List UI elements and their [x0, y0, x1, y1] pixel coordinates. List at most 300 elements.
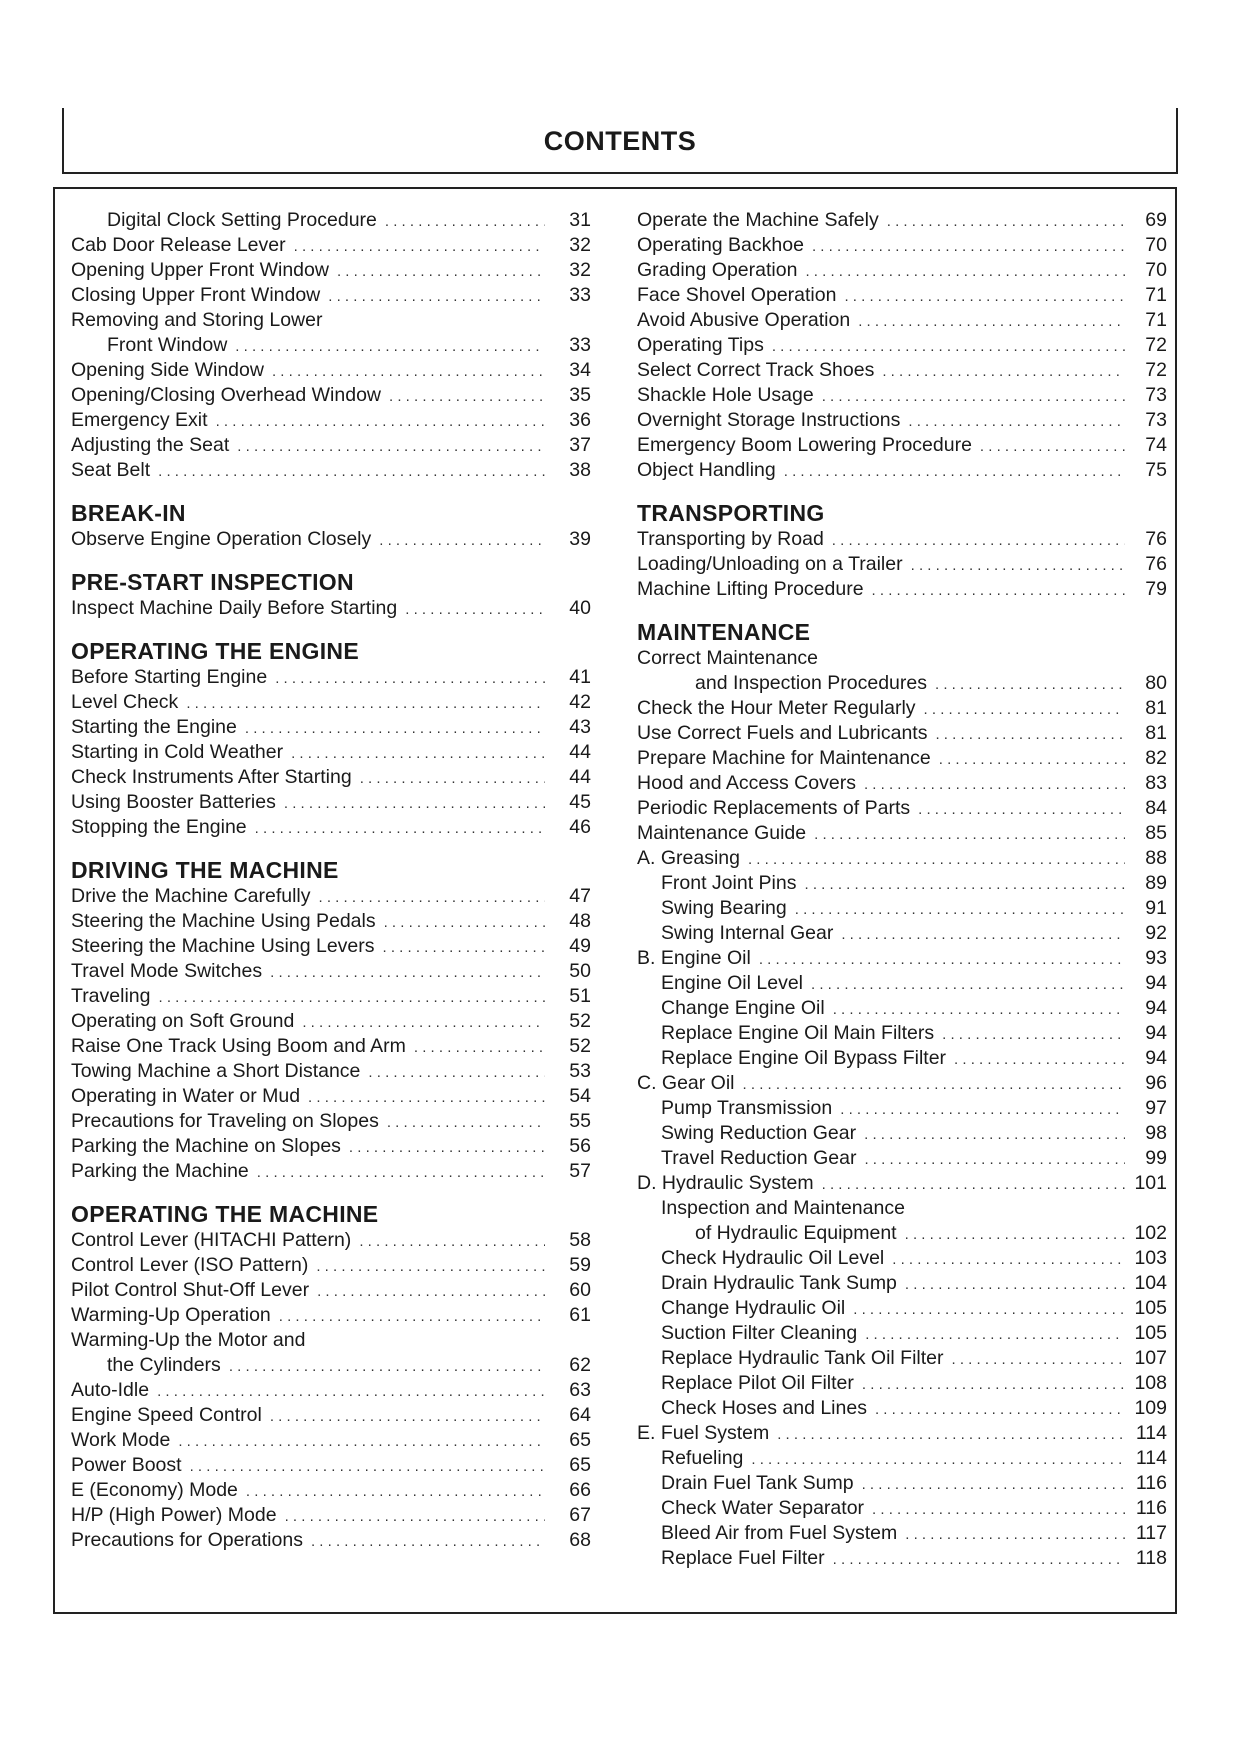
- toc-entry: [637, 1346, 1167, 1371]
- dot-leader: [748, 847, 1125, 872]
- dot-leader: [368, 1060, 545, 1085]
- dot-leader: [379, 528, 545, 553]
- toc-entry-page: 105: [1134, 1322, 1167, 1344]
- dot-leader: [284, 791, 545, 816]
- toc-entry-page: 109: [1134, 1397, 1167, 1419]
- dot-leader: [864, 772, 1125, 797]
- toc-list: [71, 596, 591, 621]
- toc-entry: [637, 746, 1167, 771]
- dot-leader: [935, 672, 1125, 697]
- toc-entry-title: Pilot Control Shut-Off Lever: [71, 1279, 310, 1301]
- toc-entry-page: 65: [569, 1454, 591, 1476]
- toc-entry: [637, 921, 1167, 946]
- toc-entry: [637, 821, 1167, 846]
- toc-entry-title: E. Fuel System: [637, 1422, 770, 1444]
- toc-entry: [637, 1421, 1167, 1446]
- dot-leader: [383, 935, 546, 960]
- dot-leader: [814, 822, 1125, 847]
- toc-entry-title: Avoid Abusive Operation: [637, 309, 851, 331]
- toc-entry: [637, 408, 1167, 433]
- dot-leader: [272, 359, 545, 384]
- toc-entry: [71, 233, 591, 258]
- dot-leader: [804, 872, 1125, 897]
- toc-entry-page: 91: [1145, 897, 1167, 919]
- toc-entry-title: Replace Engine Oil Bypass Filter: [661, 1047, 947, 1069]
- toc-entry: [71, 1528, 591, 1553]
- toc-entry-title: Change Hydraulic Oil: [661, 1297, 846, 1319]
- toc-entry-title: Inspection and Maintenance: [661, 1197, 905, 1219]
- toc-entry: [71, 527, 591, 552]
- toc-entry: [71, 358, 591, 383]
- toc-entry-page: 104: [1134, 1272, 1167, 1294]
- dot-leader: [908, 409, 1125, 434]
- toc-entry-title: Replace Pilot Oil Filter: [661, 1372, 854, 1394]
- toc-entry-page: 114: [1135, 1422, 1167, 1444]
- toc-entry-title: Travel Reduction Gear: [661, 1147, 857, 1169]
- toc-entry-title: Object Handling: [637, 459, 776, 481]
- toc-entry-title: Precautions for Traveling on Slopes: [71, 1110, 379, 1132]
- toc-entry-title: the Cylinders: [107, 1354, 221, 1376]
- dot-leader: [924, 697, 1125, 722]
- dot-leader: [864, 1147, 1125, 1172]
- dot-leader: [294, 234, 545, 259]
- toc-entry: [71, 333, 591, 358]
- toc-entry-page: 51: [569, 985, 591, 1007]
- toc-entry: [637, 1296, 1167, 1321]
- toc-list: [637, 646, 1167, 1571]
- dot-leader: [270, 960, 545, 985]
- dot-leader: [935, 722, 1125, 747]
- toc-entry: [71, 815, 591, 840]
- toc-entry-page: 81: [1145, 722, 1167, 744]
- dot-leader: [942, 1022, 1125, 1047]
- toc-entry: [637, 1271, 1167, 1296]
- dot-leader: [862, 1372, 1125, 1397]
- toc-section-operating: [71, 1200, 591, 1553]
- toc-entry: [637, 996, 1167, 1021]
- toc-entry: [71, 1059, 591, 1084]
- dot-leader: [772, 334, 1125, 359]
- dot-leader: [246, 1479, 545, 1504]
- toc-entry-title: Operate the Machine Safely: [637, 209, 879, 231]
- toc-entry-title: Adjusting the Seat: [71, 434, 230, 456]
- toc-entry-title: Check Instruments After Starting: [71, 766, 352, 788]
- toc-entry-page: 103: [1134, 1247, 1167, 1269]
- toc-entry-page: 73: [1145, 384, 1167, 406]
- dot-leader: [822, 1172, 1125, 1197]
- dot-leader: [319, 885, 545, 910]
- contents-header: [62, 108, 1178, 174]
- toc-entry-page: 47: [569, 885, 591, 907]
- toc-entry-title: Raise One Track Using Boom and Arm: [71, 1035, 406, 1057]
- toc-entry: [637, 896, 1167, 921]
- toc-entry-page: 83: [1145, 772, 1167, 794]
- toc-entry: [71, 408, 591, 433]
- toc-entry: [71, 984, 591, 1009]
- toc-entry-page: 85: [1145, 822, 1167, 844]
- toc-entry-page: 53: [569, 1060, 591, 1082]
- dot-leader: [918, 797, 1125, 822]
- toc-entry-title: Warming-Up the Motor and: [71, 1329, 306, 1351]
- toc-entry-title: Warming-Up Operation: [71, 1304, 271, 1326]
- toc-entry: [637, 258, 1167, 283]
- toc-section-engine: [71, 637, 591, 840]
- toc-entry-title: Replace Engine Oil Main Filters: [661, 1022, 935, 1044]
- toc-entry: [71, 1503, 591, 1528]
- toc-entry-page: 117: [1135, 1522, 1167, 1544]
- dot-leader: [316, 1254, 545, 1279]
- toc-entry: [637, 1471, 1167, 1496]
- dot-leader: [387, 1110, 545, 1135]
- dot-leader: [905, 1272, 1125, 1297]
- toc-entry-page: 55: [569, 1110, 591, 1132]
- toc-entry-title: Before Starting Engine: [71, 666, 268, 688]
- dot-leader: [822, 384, 1125, 409]
- toc-entry: [637, 1396, 1167, 1421]
- dot-leader: [157, 1379, 545, 1404]
- toc-entry-title: Overnight Storage Instructions: [637, 409, 901, 431]
- toc-entry: [637, 1046, 1167, 1071]
- toc-entry: [637, 577, 1167, 602]
- dot-leader: [939, 747, 1125, 772]
- toc-entry: [71, 1278, 591, 1303]
- dot-leader: [308, 1085, 545, 1110]
- dot-leader: [980, 434, 1125, 459]
- toc-entry-page: 39: [569, 528, 591, 550]
- toc-section-transporting: [637, 499, 1167, 602]
- toc-entry-title: Check the Hour Meter Regularly: [637, 697, 916, 719]
- toc-entry: [637, 1146, 1167, 1171]
- toc-entry: [637, 946, 1167, 971]
- toc-entry-page: 118: [1135, 1547, 1167, 1569]
- toc-entry: [637, 283, 1167, 308]
- toc-entry: [71, 1034, 591, 1059]
- section-heading: DRIVING THE MACHINE: [71, 857, 339, 883]
- toc-entry: [71, 934, 591, 959]
- toc-entry-title: Opening/Closing Overhead Window: [71, 384, 382, 406]
- toc-entry: [71, 258, 591, 283]
- toc-entry: [637, 1546, 1167, 1571]
- toc-entry-title: Opening Side Window: [71, 359, 264, 381]
- toc-entry: [637, 552, 1167, 577]
- toc-entry: [637, 1096, 1167, 1121]
- toc-entry-page: 76: [1145, 553, 1167, 575]
- toc-entry-title: Suction Filter Cleaning: [661, 1322, 858, 1344]
- toc-entry-page: 64: [569, 1404, 591, 1426]
- toc-entry-page: 41: [569, 666, 591, 688]
- toc-entry-title: B. Engine Oil: [637, 947, 751, 969]
- dot-leader: [777, 1422, 1125, 1447]
- section-heading: MAINTENANCE: [637, 619, 811, 645]
- dot-leader: [784, 459, 1125, 484]
- dot-leader: [840, 1097, 1125, 1122]
- dot-leader: [841, 922, 1125, 947]
- toc-entry-title: Digital Clock Setting Procedure: [107, 209, 377, 231]
- toc-entry: [71, 308, 591, 333]
- dot-leader: [833, 997, 1125, 1022]
- toc-entry-title: Operating in Water or Mud: [71, 1085, 301, 1107]
- dot-leader: [405, 597, 545, 622]
- toc-entry-page: 63: [569, 1379, 591, 1401]
- toc-entry: [637, 1496, 1167, 1521]
- toc-entry: [71, 1478, 591, 1503]
- toc-entry-title: D. Hydraulic System: [637, 1172, 814, 1194]
- toc-entry-page: 94: [1145, 1047, 1167, 1069]
- dot-leader: [875, 1397, 1125, 1422]
- toc-entry: [637, 1371, 1167, 1396]
- toc-entry-title: Operating on Soft Ground: [71, 1010, 295, 1032]
- toc-entry-page: 44: [569, 766, 591, 788]
- dot-leader: [795, 897, 1125, 922]
- toc-entry-title: Towing Machine a Short Distance: [71, 1060, 361, 1082]
- toc-entry-title: Starting in Cold Weather: [71, 741, 284, 763]
- dot-leader: [862, 1472, 1125, 1497]
- toc-entry: [71, 765, 591, 790]
- toc-entry-page: 60: [569, 1279, 591, 1301]
- toc-entry-page: 75: [1145, 459, 1167, 481]
- toc-entry-title: Maintenance Guide: [637, 822, 807, 844]
- toc-entry-page: 68: [569, 1529, 591, 1551]
- dot-leader: [186, 691, 545, 716]
- toc-entry-title: Traveling: [71, 985, 151, 1007]
- dot-leader: [337, 259, 545, 284]
- toc-entry: [71, 1353, 591, 1378]
- dot-leader: [833, 1547, 1125, 1572]
- toc-entry: [637, 1171, 1167, 1196]
- toc-entry: [71, 1303, 591, 1328]
- toc-section-pre-start: [71, 568, 591, 621]
- toc-entry: [637, 1521, 1167, 1546]
- toc-entry-title: Change Engine Oil: [661, 997, 825, 1019]
- toc-entry-title: Parking the Machine on Slopes: [71, 1135, 341, 1157]
- toc-entry: [71, 596, 591, 621]
- dot-leader: [158, 459, 545, 484]
- toc-entry-title: Use Correct Fuels and Lubricants: [637, 722, 928, 744]
- toc-entry-title: Cab Door Release Lever: [71, 234, 286, 256]
- toc-entry-page: 40: [569, 597, 591, 619]
- toc-entry-page: 82: [1145, 747, 1167, 769]
- toc-list: [71, 884, 591, 1184]
- dot-leader: [853, 1297, 1125, 1322]
- toc-entry-title: E (Economy) Mode: [71, 1479, 238, 1501]
- toc-entry-title: Replace Fuel Filter: [661, 1547, 825, 1569]
- toc-entry-title: Check Hydraulic Oil Level: [661, 1247, 885, 1269]
- toc-entry-page: 79: [1145, 578, 1167, 600]
- toc-entry: [637, 1071, 1167, 1096]
- toc-entry-page: 96: [1145, 1072, 1167, 1094]
- toc-entry: [637, 1246, 1167, 1271]
- toc-entry: [637, 527, 1167, 552]
- toc-entry-page: 37: [569, 434, 591, 456]
- toc-entry-title: Drain Hydraulic Tank Sump: [661, 1272, 897, 1294]
- dot-leader: [911, 553, 1125, 578]
- toc-entry-page: 35: [569, 384, 591, 406]
- dot-leader: [255, 816, 545, 841]
- dot-leader: [414, 1035, 545, 1060]
- toc-entry: [637, 796, 1167, 821]
- toc-entry-title: of Hydraulic Equipment: [695, 1222, 897, 1244]
- toc-entry-title: Operating Tips: [637, 334, 764, 356]
- toc-entry-title: Periodic Replacements of Parts: [637, 797, 911, 819]
- toc-entry-title: Auto-Idle: [71, 1379, 150, 1401]
- section-heading: PRE-START INSPECTION: [71, 569, 354, 595]
- dot-leader: [805, 259, 1125, 284]
- toc-entry: [71, 1009, 591, 1034]
- dot-leader: [270, 1404, 545, 1429]
- toc-entry: [637, 1221, 1167, 1246]
- toc-entry: [637, 1121, 1167, 1146]
- toc-entry: [637, 671, 1167, 696]
- toc-entry-page: 61: [569, 1304, 591, 1326]
- toc-entry-title: Operating Backhoe: [637, 234, 804, 256]
- toc-entry-page: 94: [1145, 1022, 1167, 1044]
- toc-entry-title: Swing Bearing: [661, 897, 787, 919]
- toc-entry-title: Removing and Storing Lower: [71, 309, 323, 331]
- toc-entry-page: 94: [1145, 997, 1167, 1019]
- dot-leader: [743, 1072, 1125, 1097]
- toc-entry-page: 88: [1145, 847, 1167, 869]
- dot-leader: [257, 1160, 545, 1185]
- toc-entry-title: Emergency Exit: [71, 409, 208, 431]
- toc-entry: [637, 383, 1167, 408]
- toc-entry-title: Grading Operation: [637, 259, 798, 281]
- toc-left-column: [71, 208, 591, 1553]
- dot-leader: [216, 409, 545, 434]
- toc-entry-title: Starting the Engine: [71, 716, 237, 738]
- toc-entry-page: 71: [1145, 309, 1167, 331]
- toc-entry-page: 50: [569, 960, 591, 982]
- toc-entry: [71, 1378, 591, 1403]
- toc-entry-title: Steering the Machine Using Pedals: [71, 910, 376, 932]
- toc-entry-page: 99: [1145, 1147, 1167, 1169]
- dot-leader: [872, 578, 1125, 603]
- toc-entry-page: 33: [569, 334, 591, 356]
- page-title: CONTENTS: [543, 126, 697, 156]
- toc-entry-page: 44: [569, 741, 591, 763]
- toc-entry: [71, 665, 591, 690]
- dot-leader: [285, 1504, 545, 1529]
- toc-entry-title: Opening Upper Front Window: [71, 259, 329, 281]
- dot-leader: [892, 1247, 1125, 1272]
- dot-leader: [384, 910, 545, 935]
- toc-entry: [71, 740, 591, 765]
- toc-entry: [637, 771, 1167, 796]
- toc-entry-page: 31: [569, 209, 591, 231]
- toc-entry-title: Correct Maintenance: [637, 647, 819, 669]
- toc-list: [71, 1228, 591, 1553]
- dot-leader: [832, 528, 1125, 553]
- toc-entry-page: 76: [1145, 528, 1167, 550]
- toc-entry: [637, 333, 1167, 358]
- toc-entry-title: Face Shovel Operation: [637, 284, 837, 306]
- toc-entry: [71, 208, 591, 233]
- dot-leader: [302, 1010, 545, 1035]
- toc-entry-title: A. Greasing: [637, 847, 740, 869]
- dot-leader: [275, 666, 545, 691]
- toc-entry-title: Inspect Machine Daily Before Starting: [71, 597, 398, 619]
- toc-entry-page: 46: [569, 816, 591, 838]
- toc-entry-page: 102: [1134, 1222, 1167, 1244]
- toc-entry-page: 59: [569, 1254, 591, 1276]
- toc-entry: [71, 1428, 591, 1453]
- dot-leader: [317, 1279, 545, 1304]
- toc-entry-page: 94: [1145, 972, 1167, 994]
- toc-entry-page: 43: [569, 716, 591, 738]
- toc-entry: [637, 458, 1167, 483]
- section-heading: OPERATING THE ENGINE: [71, 638, 359, 664]
- toc-entry-page: 42: [569, 691, 591, 713]
- toc-entry-title: Prepare Machine for Maintenance: [637, 747, 931, 769]
- toc-entry: [71, 1453, 591, 1478]
- dot-leader: [328, 284, 545, 309]
- toc-entry-page: 108: [1134, 1372, 1167, 1394]
- toc-entry: [71, 1403, 591, 1428]
- toc-entry: [637, 696, 1167, 721]
- toc-entry-page: 73: [1145, 409, 1167, 431]
- toc-entry-page: 70: [1145, 259, 1167, 281]
- toc-entry-title: Travel Mode Switches: [71, 960, 263, 982]
- toc-entry-title: Precautions for Operations: [71, 1529, 303, 1551]
- toc-entry-page: 72: [1145, 334, 1167, 356]
- dot-leader: [359, 1229, 545, 1254]
- toc-entry: [637, 1021, 1167, 1046]
- toc-entry-page: 45: [569, 791, 591, 813]
- toc-entry-page: 107: [1134, 1347, 1167, 1369]
- dot-leader: [245, 716, 545, 741]
- toc-entry: [71, 1159, 591, 1184]
- toc-entry-page: 58: [569, 1229, 591, 1251]
- toc-entry-page: 116: [1135, 1497, 1167, 1519]
- toc-entry-title: Check Water Separator: [661, 1497, 865, 1519]
- toc-entry-page: 92: [1145, 922, 1167, 944]
- dot-leader: [882, 359, 1125, 384]
- toc-right-column: [637, 208, 1167, 1571]
- dot-leader: [811, 972, 1125, 997]
- dot-leader: [858, 309, 1125, 334]
- toc-list: [71, 208, 591, 483]
- toc-entry: [71, 283, 591, 308]
- toc-entry-title: Power Boost: [71, 1454, 182, 1476]
- toc-entry: [71, 959, 591, 984]
- toc-entry-title: Observe Engine Operation Closely: [71, 528, 372, 550]
- dot-leader: [311, 1529, 545, 1554]
- toc-entry: [71, 884, 591, 909]
- toc-entry: [71, 458, 591, 483]
- dot-leader: [812, 234, 1125, 259]
- toc-entry-page: 36: [569, 409, 591, 431]
- dot-leader: [389, 384, 545, 409]
- toc-section-driving: [71, 856, 591, 1184]
- dot-leader: [759, 947, 1125, 972]
- toc-list: [71, 665, 591, 840]
- toc-entry-page: 97: [1145, 1097, 1167, 1119]
- dot-leader: [178, 1429, 545, 1454]
- toc-entry-title: Emergency Boom Lowering Procedure: [637, 434, 972, 456]
- toc-entry-page: 66: [569, 1479, 591, 1501]
- toc-entry: [71, 1134, 591, 1159]
- toc-entry-page: 52: [569, 1035, 591, 1057]
- toc-entry-title: Pump Transmission: [661, 1097, 833, 1119]
- dot-leader: [954, 1047, 1125, 1072]
- toc-entry-title: Front Window: [107, 334, 228, 356]
- toc-entry: [71, 383, 591, 408]
- toc-entry-page: 62: [569, 1354, 591, 1376]
- dot-leader: [229, 1354, 545, 1379]
- toc-entry-title: Swing Reduction Gear: [661, 1122, 857, 1144]
- dot-leader: [905, 1522, 1125, 1547]
- toc-entry-title: H/P (High Power) Mode: [71, 1504, 277, 1526]
- toc-entry-title: C. Gear Oil: [637, 1072, 735, 1094]
